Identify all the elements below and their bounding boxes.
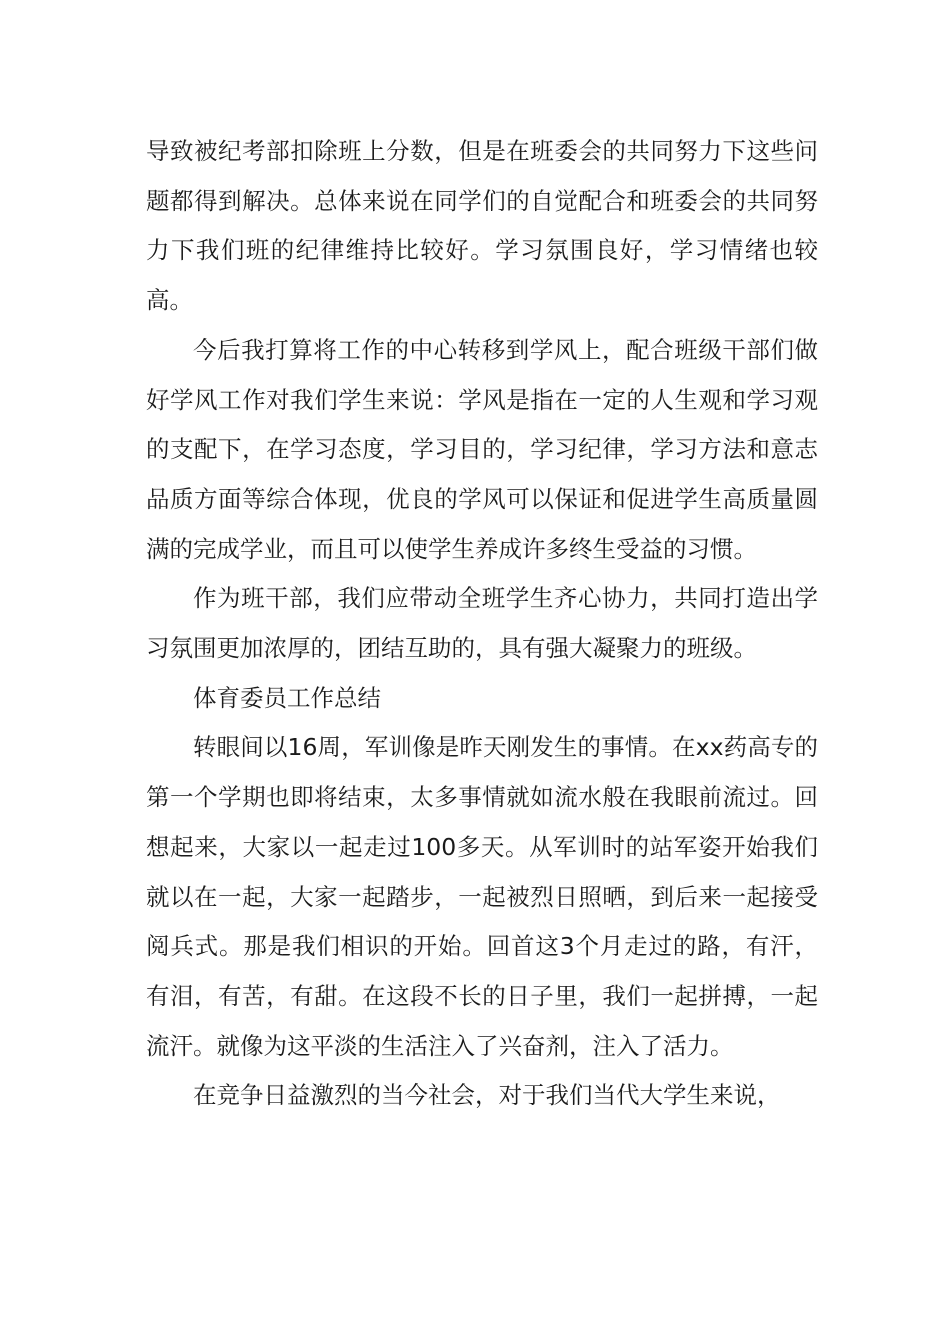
paragraph-study-style-plan: 今后我打算将工作的中心转移到学风上，配合班级干部们做好学风工作对我们学生来说：学风是指在一定的人生观和学习观的支配下，在学习态度，学习目的，学习纪律，学习方法和意志品质方面等综合体现，优良的学风可以保证和促进学生高质量圆满的完成学业，而且可以使学生养成许多终生受益的习惯。 (146, 335, 818, 563)
paragraph-class-cadre-role: 作为班干部，我们应带动全班学生齐心协力，共同打造出学习氛围更加浓厚的，团结互助的，具有强大凝聚力的班级。 (146, 584, 818, 663)
section-heading: 体育委员工作总结 (193, 683, 381, 712)
document-body (146, 127, 818, 1121)
paragraph-discipline-summary: 导致被纪考部扣除班上分数，但是在班委会的共同努力下这些问题都得到解决。总体来说在同学们的自觉配合和班委会的共同努力下我们班的纪律维持比较好。学习氛围良好，学习情绪也较高。 (146, 137, 818, 315)
paragraph-competition: 在竞争日益激烈的当今社会，对于我们当代大学生来说， (193, 1081, 781, 1110)
paragraph-military-training: 转眼间以16周，军训像是昨天刚发生的事情。在xx药高专的第一个学期也即将结束，太多事情就如流水般在我眼前流过。回想起来，大家以一起走过100多天。从军训时的站军姿开始我们就以在一起，大家一起踏步，一起被烈日照晒，到后来一起接受阅兵式。那是我们相识的开始。回首这3个月走过的路，有汗，有泪，有苦，有甜。在这段不长的日子里，我们一起拼搏，一起流汗。就像为这平淡的生活注入了兴奋剂，注入了活力。 (146, 733, 818, 1060)
